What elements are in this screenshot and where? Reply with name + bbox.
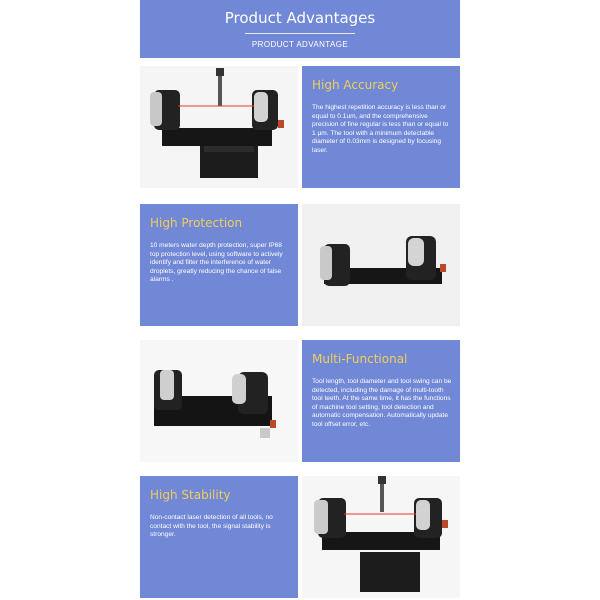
feature-card [302, 340, 460, 462]
section-high-accuracy [140, 66, 460, 188]
page-subtitle: PRODUCT ADVANTAGE [251, 40, 349, 49]
feature-description: Non-contact laser detection of all tools, no contact with the tool, the signal stability is stronger. [150, 514, 273, 539]
header-divider [245, 33, 355, 34]
product-photo [140, 66, 298, 188]
feature-description: Tool length, tool diameter and tool swing can be detected, including the damage of multi-tooth tool teeth. At the same time, it has the functions of machine tool setting, tool detection and automatic compensation. Automatically update tool offset error, etc. [312, 378, 452, 428]
feature-heading: High Accuracy [312, 78, 399, 92]
feature-heading: Multi-Functional [312, 352, 408, 366]
section-multi-functional [140, 340, 460, 462]
feature-card [302, 66, 460, 188]
feature-heading: High Protection [150, 216, 243, 230]
feature-description: The highest repetition accuracy is less than or equal to 0.1um, and the comprehensive precision of fine regular is less than or equal to 1 μm. The tool with a minimum detectable diameter of 0.03mm is designed by focusing laser. [312, 104, 449, 154]
section-high-protection [140, 204, 460, 326]
section-high-stability [140, 476, 460, 598]
feature-heading: High Stability [150, 488, 231, 502]
page-header [140, 0, 460, 58]
feature-description: 10 meters water depth protection, super IP68 top protection level, using software to actively identify and filter the interference of water droplets, greatly reducing the chance of false alarms . [150, 242, 283, 284]
page-title: Product Advantages [224, 9, 376, 27]
product-photo [140, 340, 298, 462]
feature-card [140, 204, 298, 326]
feature-card [140, 476, 298, 598]
product-photo [302, 204, 460, 326]
product-photo [302, 476, 460, 598]
